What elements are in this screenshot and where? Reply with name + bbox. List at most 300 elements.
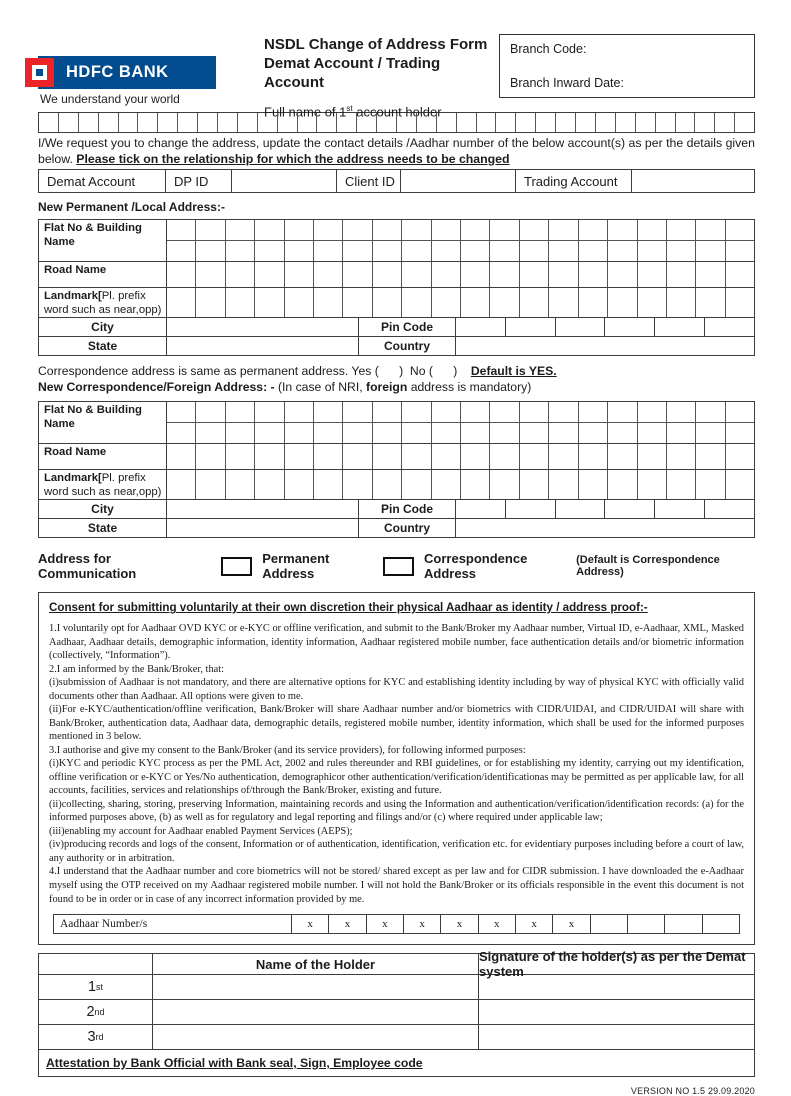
char-box[interactable]: [638, 262, 667, 287]
perm-country-label: Country: [359, 337, 456, 355]
char-box[interactable]: [608, 423, 637, 443]
char-box[interactable]: [608, 444, 637, 469]
title-block: [234, 34, 499, 120]
char-box[interactable]: [402, 402, 431, 422]
char-box[interactable]: [314, 423, 343, 443]
consent-paragraph: (ii)For e-KYC/authentication/offline verification, Bank/Broker will share Aadhaar number and/or biometrics with CIDR/UIDAI, and CIDR/UIDAI will share with Bank/Broker, authentication data, Aadhaar data, demographic details, registered mobile number, identity information, which shall be used for the informed purposes mentioned in 3 below.: [49, 704, 744, 743]
char-box[interactable]: [506, 318, 556, 336]
char-box[interactable]: [726, 470, 754, 499]
holder-num: 1: [87, 979, 97, 996]
char-box[interactable]: [461, 220, 490, 240]
aadhaar-digit-box[interactable]: x: [516, 915, 553, 933]
client-id-input-cell[interactable]: [401, 170, 516, 192]
char-box[interactable]: [726, 262, 754, 287]
char-box[interactable]: [579, 423, 608, 443]
perm-state-input[interactable]: [167, 337, 359, 355]
consent-paragraph: (ii)collecting, sharing, storing, preserving Information, maintaining records and using the Information and authentication/verification/identification records: (a) for the informed purposes above, (b) as well as for regulatory and legal reporting and filings and/or (c) where required under applicable law;: [49, 798, 744, 824]
char-box[interactable]: [417, 113, 437, 132]
char-box[interactable]: [255, 444, 284, 469]
char-box[interactable]: [477, 113, 497, 132]
char-box[interactable]: [226, 470, 255, 499]
char-box[interactable]: [696, 288, 725, 317]
holder-signature-input-2[interactable]: [479, 1000, 754, 1024]
char-box[interactable]: [138, 113, 158, 132]
char-box[interactable]: [255, 402, 284, 422]
trading-account-input-cell[interactable]: [632, 170, 754, 192]
char-box[interactable]: [655, 500, 705, 518]
char-box[interactable]: [432, 241, 461, 261]
char-box[interactable]: [373, 444, 402, 469]
char-box[interactable]: [490, 423, 519, 443]
char-box[interactable]: [667, 423, 696, 443]
perm-flat-boxes: [167, 220, 754, 261]
char-box[interactable]: [536, 113, 556, 132]
holder-name-input-2[interactable]: [153, 1000, 479, 1024]
corr-pin-boxes: [456, 500, 754, 518]
corr-flat-boxes: [167, 402, 754, 443]
char-box[interactable]: [667, 444, 696, 469]
char-box[interactable]: [238, 113, 258, 132]
corr-country-label: Country: [359, 519, 456, 537]
char-box[interactable]: [343, 288, 372, 317]
char-box[interactable]: [402, 470, 431, 499]
hdfc-emblem-core: [36, 69, 43, 76]
char-box[interactable]: [726, 241, 754, 261]
char-box[interactable]: [579, 288, 608, 317]
char-box[interactable]: [549, 470, 578, 499]
dp-id-input-cell[interactable]: [232, 170, 337, 192]
char-box[interactable]: [432, 220, 461, 240]
char-box[interactable]: [196, 470, 225, 499]
char-box[interactable]: [343, 220, 372, 240]
char-box[interactable]: [579, 220, 608, 240]
aadhaar-digit-box[interactable]: [591, 915, 628, 933]
char-box[interactable]: [196, 262, 225, 287]
char-box[interactable]: [285, 288, 314, 317]
char-box[interactable]: [579, 402, 608, 422]
char-box[interactable]: [432, 444, 461, 469]
char-box[interactable]: [196, 288, 225, 317]
char-box[interactable]: [638, 470, 667, 499]
char-box[interactable]: [616, 113, 636, 132]
char-box[interactable]: [373, 220, 402, 240]
char-box[interactable]: [608, 288, 637, 317]
char-box[interactable]: [255, 241, 284, 261]
aadhaar-digit-box[interactable]: [665, 915, 702, 933]
char-box[interactable]: [461, 423, 490, 443]
nri-note-bold: foreign: [366, 380, 408, 395]
corr-state-label: State: [39, 519, 167, 537]
permanent-option-label: Permanent Address: [262, 551, 330, 582]
char-box[interactable]: [343, 444, 372, 469]
char-box[interactable]: [596, 113, 616, 132]
char-box[interactable]: [285, 444, 314, 469]
holders-header-row: [39, 949, 754, 980]
char-box[interactable]: [726, 288, 754, 317]
char-box[interactable]: [556, 318, 606, 336]
dp-id-label: DP ID: [166, 170, 232, 192]
perm-pin-label: Pin Code: [359, 318, 456, 336]
char-box[interactable]: [496, 113, 516, 132]
char-box[interactable]: [549, 220, 578, 240]
aadhaar-digit-box[interactable]: [703, 915, 739, 933]
char-box[interactable]: [255, 288, 284, 317]
char-box[interactable]: [119, 113, 139, 132]
char-box[interactable]: [343, 402, 372, 422]
branch-code-label: Branch Code:: [510, 42, 587, 56]
char-box[interactable]: [656, 113, 676, 132]
char-box[interactable]: [178, 113, 198, 132]
char-box[interactable]: [343, 423, 372, 443]
same-address-text[interactable]: Correspondence address is same as permanent address. Yes ( ) No ( ): [38, 364, 471, 379]
char-box[interactable]: [735, 113, 754, 132]
char-box[interactable]: [167, 288, 196, 317]
char-box[interactable]: [549, 288, 578, 317]
char-box[interactable]: [285, 402, 314, 422]
char-box[interactable]: [314, 402, 343, 422]
char-box[interactable]: [167, 444, 196, 469]
char-box[interactable]: [278, 113, 298, 132]
char-box[interactable]: [705, 318, 754, 336]
char-box[interactable]: [461, 402, 490, 422]
consent-heading: Consent for submitting voluntarily at their own discretion their physical Aadhaar as identity / address proof:-: [49, 601, 648, 615]
char-box[interactable]: [402, 262, 431, 287]
char-box[interactable]: [298, 113, 318, 132]
char-box[interactable]: [196, 220, 225, 240]
char-box[interactable]: [167, 423, 196, 443]
communication-label: Address for Communication: [38, 551, 137, 582]
char-box[interactable]: [549, 241, 578, 261]
char-box[interactable]: [226, 220, 255, 240]
char-box[interactable]: [490, 220, 519, 240]
char-box[interactable]: [317, 113, 337, 132]
aadhaar-digit-box[interactable]: [628, 915, 665, 933]
holders-table: [38, 949, 755, 1077]
perm-landmark-rest: Pl. prefix word such as near,opp): [44, 290, 162, 317]
char-box[interactable]: [196, 444, 225, 469]
char-box[interactable]: [676, 113, 696, 132]
char-box[interactable]: [579, 241, 608, 261]
char-box[interactable]: [549, 444, 578, 469]
char-box[interactable]: [667, 288, 696, 317]
char-box[interactable]: [357, 113, 377, 132]
char-box[interactable]: [726, 444, 754, 469]
char-box[interactable]: [490, 470, 519, 499]
char-box[interactable]: [667, 241, 696, 261]
perm-landmark-bold: Landmark[: [44, 290, 102, 303]
char-box[interactable]: [520, 262, 549, 287]
corr-flat-row2: [167, 422, 754, 443]
char-box[interactable]: [402, 423, 431, 443]
char-box[interactable]: [437, 113, 457, 132]
corr-road-label: Road Name: [39, 444, 167, 469]
char-box[interactable]: [402, 220, 431, 240]
corr-city-input[interactable]: [167, 500, 359, 518]
char-box[interactable]: [432, 402, 461, 422]
char-box[interactable]: [608, 241, 637, 261]
char-box[interactable]: [726, 402, 754, 422]
char-box[interactable]: [726, 423, 754, 443]
char-box[interactable]: [59, 113, 79, 132]
char-box[interactable]: [314, 220, 343, 240]
aadhaar-digit-box[interactable]: x: [404, 915, 441, 933]
corr-pin-label: Pin Code: [359, 500, 456, 518]
char-box[interactable]: [667, 262, 696, 287]
char-box[interactable]: [608, 470, 637, 499]
hdfc-emblem-icon: [25, 58, 54, 87]
correspondence-address-table: [38, 401, 755, 538]
char-box[interactable]: [285, 470, 314, 499]
char-box[interactable]: [402, 288, 431, 317]
same-address-line: [38, 364, 755, 380]
perm-road-row: [167, 262, 754, 287]
char-box[interactable]: [636, 113, 656, 132]
char-box[interactable]: [167, 402, 196, 422]
char-box[interactable]: [490, 288, 519, 317]
client-id-label: Client ID: [337, 170, 401, 192]
char-box[interactable]: [579, 444, 608, 469]
char-box[interactable]: [638, 241, 667, 261]
correspondence-heading-line: [38, 380, 755, 396]
char-box[interactable]: [520, 470, 549, 499]
char-box[interactable]: [696, 423, 725, 443]
char-box[interactable]: [402, 444, 431, 469]
char-box[interactable]: [490, 402, 519, 422]
char-box[interactable]: [696, 220, 725, 240]
char-box[interactable]: [196, 402, 225, 422]
permanent-address-checkbox[interactable]: [221, 557, 252, 576]
permanent-address-heading: New Permanent /Local Address:-: [38, 200, 225, 215]
char-box[interactable]: [667, 220, 696, 240]
char-box[interactable]: [638, 444, 667, 469]
char-box[interactable]: [608, 262, 637, 287]
perm-city-label: City: [39, 318, 167, 336]
char-box[interactable]: [520, 288, 549, 317]
char-box[interactable]: [226, 262, 255, 287]
char-box[interactable]: [373, 470, 402, 499]
char-box[interactable]: [520, 423, 549, 443]
aadhaar-digit-box[interactable]: x: [479, 915, 516, 933]
holder-ordinal-header-cell: [39, 954, 153, 974]
aadhaar-number-table: [53, 914, 740, 934]
char-box[interactable]: [520, 241, 549, 261]
char-box[interactable]: [696, 444, 725, 469]
char-box[interactable]: [696, 241, 725, 261]
holder-ordinal: [39, 1025, 153, 1049]
form-header: [38, 34, 755, 120]
char-box[interactable]: [285, 423, 314, 443]
char-box[interactable]: [490, 444, 519, 469]
char-box[interactable]: [461, 241, 490, 261]
char-box[interactable]: [314, 241, 343, 261]
holder-name-input-3[interactable]: [153, 1025, 479, 1049]
char-box[interactable]: [696, 402, 725, 422]
corr-landmark-label: [39, 470, 167, 499]
char-box[interactable]: [461, 470, 490, 499]
char-box[interactable]: [516, 113, 536, 132]
char-box[interactable]: [167, 262, 196, 287]
char-box[interactable]: [520, 220, 549, 240]
correspondence-address-checkbox[interactable]: [383, 557, 414, 576]
holder-row-2: [39, 1000, 754, 1025]
char-box[interactable]: [696, 470, 725, 499]
char-box[interactable]: [255, 470, 284, 499]
char-box[interactable]: [255, 262, 284, 287]
char-box[interactable]: [456, 500, 506, 518]
char-box[interactable]: [226, 402, 255, 422]
consent-paragraph: 3.I authorise and give my consent to the Bank/Broker (and its service providers), for following informed purposes:: [49, 744, 526, 756]
char-box[interactable]: [314, 262, 343, 287]
char-box[interactable]: [667, 402, 696, 422]
consent-paragraph: 2.I am informed by the Bank/Broker, that:: [49, 663, 225, 675]
char-box[interactable]: [549, 402, 578, 422]
char-box[interactable]: [576, 113, 596, 132]
char-box[interactable]: [696, 262, 725, 287]
char-box[interactable]: [605, 500, 655, 518]
char-box[interactable]: [579, 262, 608, 287]
holder-suffix: rd: [95, 1032, 104, 1043]
consent-paragraph: 1.I voluntarily opt for Aadhaar OVD KYC or e-KYC or offline verification, and submit to the Bank/Broker my Aadhaar number, Virtual ID, e-Aadhaar, XML, Masked Aadhaar, Aadhaar details, demographic information, identity information, Aadhaar registered mobile number, face authentication details and/or biometric information (collectively, “Information”).: [49, 623, 744, 662]
char-box[interactable]: [373, 423, 402, 443]
char-box[interactable]: [432, 288, 461, 317]
perm-country-input[interactable]: [456, 337, 754, 355]
char-box[interactable]: [343, 262, 372, 287]
char-box[interactable]: [373, 241, 402, 261]
aadhaar-digit-box[interactable]: x: [292, 915, 329, 933]
char-box[interactable]: [579, 470, 608, 499]
corr-road-boxes: [167, 444, 754, 469]
char-box[interactable]: [198, 113, 218, 132]
corr-city-label: City: [39, 500, 167, 518]
char-box[interactable]: [520, 444, 549, 469]
char-box[interactable]: [226, 423, 255, 443]
char-box[interactable]: [715, 113, 735, 132]
corr-flat-row1: [167, 402, 754, 422]
form-title-line2: Demat Account / Trading Account: [264, 54, 441, 91]
aadhaar-digit-box[interactable]: x: [367, 915, 404, 933]
char-box[interactable]: [608, 220, 637, 240]
char-box[interactable]: [432, 423, 461, 443]
char-box[interactable]: [285, 262, 314, 287]
char-box[interactable]: [456, 318, 506, 336]
char-box[interactable]: [638, 288, 667, 317]
aadhaar-digit-box[interactable]: x: [553, 915, 590, 933]
char-box[interactable]: [549, 423, 578, 443]
char-box[interactable]: [226, 444, 255, 469]
holder-name-input-1[interactable]: [153, 975, 479, 999]
char-box[interactable]: [556, 113, 576, 132]
attestation-note: Attestation by Bank Official with Bank seal, Sign, Employee code: [46, 1056, 423, 1071]
holder-suffix: nd: [94, 1007, 105, 1018]
char-box[interactable]: [726, 220, 754, 240]
holder-signature-input-3[interactable]: [479, 1025, 754, 1049]
branch-box[interactable]: [499, 34, 755, 98]
corr-landmark-row: [167, 470, 754, 499]
char-box[interactable]: [377, 113, 397, 132]
char-box[interactable]: [638, 402, 667, 422]
corr-country-input[interactable]: [456, 519, 754, 537]
nri-note-post: address is mandatory): [407, 380, 532, 395]
char-box[interactable]: [432, 262, 461, 287]
char-box[interactable]: [226, 241, 255, 261]
char-box[interactable]: [373, 402, 402, 422]
char-box[interactable]: [285, 220, 314, 240]
perm-landmark-boxes: [167, 288, 754, 317]
aadhaar-digit-box[interactable]: x: [441, 915, 478, 933]
char-box[interactable]: [167, 470, 196, 499]
char-box[interactable]: [343, 470, 372, 499]
corr-landmark-boxes: [167, 470, 754, 499]
char-box[interactable]: [432, 470, 461, 499]
char-box[interactable]: [556, 500, 606, 518]
char-box[interactable]: [461, 288, 490, 317]
char-box[interactable]: [196, 241, 225, 261]
holder-name-header: Name of the Holder: [153, 954, 479, 974]
char-box[interactable]: [343, 241, 372, 261]
char-box[interactable]: [167, 220, 196, 240]
char-box[interactable]: [490, 241, 519, 261]
char-box[interactable]: [506, 500, 556, 518]
char-box[interactable]: [218, 113, 238, 132]
char-box[interactable]: [196, 423, 225, 443]
aadhaar-digit-box[interactable]: x: [329, 915, 366, 933]
char-box[interactable]: [667, 470, 696, 499]
full-name-char-boxes: [38, 112, 755, 133]
char-box[interactable]: [461, 444, 490, 469]
holder-suffix: st: [96, 982, 104, 993]
char-box[interactable]: [695, 113, 715, 132]
char-box[interactable]: [99, 113, 119, 132]
char-box[interactable]: [255, 220, 284, 240]
char-box[interactable]: [402, 241, 431, 261]
holder-signature-input-1[interactable]: [479, 975, 754, 999]
char-box[interactable]: [638, 220, 667, 240]
char-box[interactable]: [314, 470, 343, 499]
char-box[interactable]: [226, 288, 255, 317]
holder-ordinal: [39, 1000, 153, 1024]
char-box[interactable]: [285, 241, 314, 261]
char-box[interactable]: [167, 241, 196, 261]
holder-row-3: [39, 1025, 754, 1050]
char-box[interactable]: [608, 402, 637, 422]
char-box[interactable]: [314, 444, 343, 469]
corr-state-input[interactable]: [167, 519, 359, 537]
char-box[interactable]: [605, 318, 655, 336]
char-box[interactable]: [655, 318, 705, 336]
consent-paragraph: (i)submission of Aadhaar is not mandatory, and there are alternative options for KYC and establishing identity including by way of physical KYC with officially valid documents other than Aadhaar. All options were given to me.: [49, 677, 744, 702]
char-box[interactable]: [337, 113, 357, 132]
char-box[interactable]: [520, 402, 549, 422]
char-box[interactable]: [255, 423, 284, 443]
perm-city-input[interactable]: [167, 318, 359, 336]
char-box[interactable]: [705, 500, 754, 518]
char-box[interactable]: [490, 262, 519, 287]
perm-road-boxes: [167, 262, 754, 287]
char-box[interactable]: [373, 288, 402, 317]
char-box[interactable]: [373, 262, 402, 287]
permanent-address-table: [38, 219, 755, 356]
char-box[interactable]: [39, 113, 59, 132]
char-box[interactable]: [549, 262, 578, 287]
char-box[interactable]: [457, 113, 477, 132]
char-box[interactable]: [314, 288, 343, 317]
char-box[interactable]: [461, 262, 490, 287]
char-box[interactable]: [258, 113, 278, 132]
char-box[interactable]: [397, 113, 417, 132]
char-box[interactable]: [638, 423, 667, 443]
char-box[interactable]: [158, 113, 178, 132]
char-box[interactable]: [79, 113, 99, 132]
